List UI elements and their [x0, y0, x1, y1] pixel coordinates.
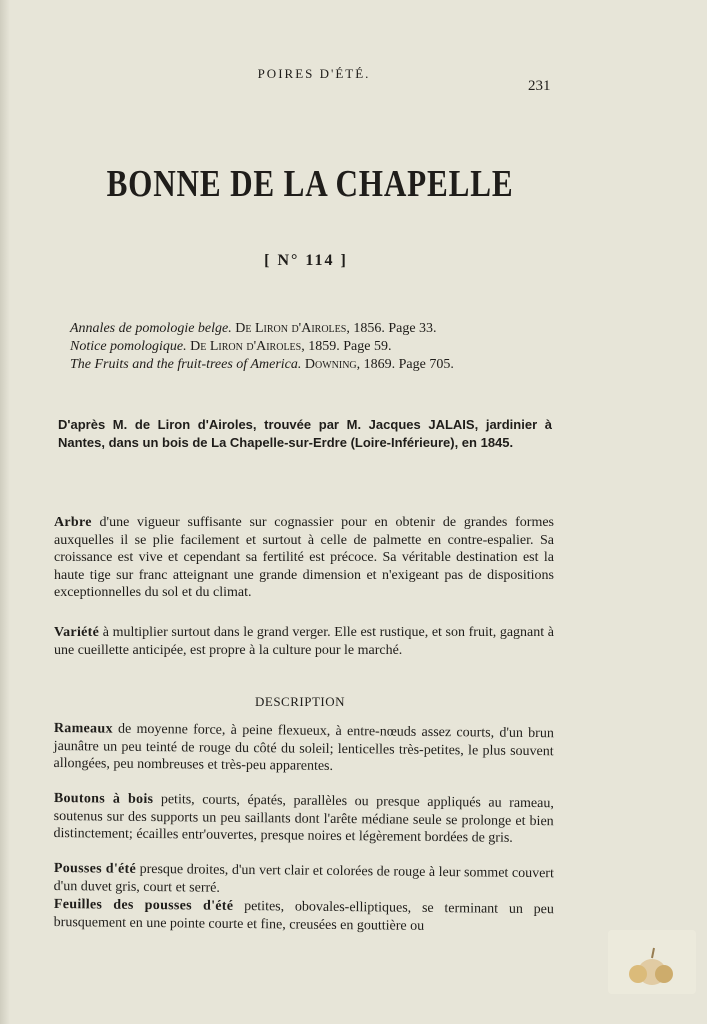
pousses-label: Pousses d'été	[53, 860, 137, 877]
page-number: 231	[528, 78, 551, 94]
reference-title: Notice pomologique.	[70, 339, 187, 354]
reference-item	[70, 320, 540, 338]
reference-title: Annales de pomologie belge.	[70, 321, 232, 336]
arbre-label: Arbre	[54, 515, 92, 530]
running-header: POIRES D'ÉTÉ.	[257, 66, 371, 81]
reference-year-page: 1859. Page 59.	[308, 339, 392, 354]
arbre-paragraph	[54, 514, 554, 602]
rameaux-text: de moyenne force, à peine flexueux, à entre-nœuds assez courts, d'un brun jaunâtre un peu teinté de rouge du côté du soleil; lenticelles très-petites, le plus souvent allongées, peu nombreuses et très-peu apparentes.	[53, 721, 554, 774]
pousses-paragraph	[54, 860, 554, 900]
pousses-text: presque droites, d'un vert clair et colorées de rouge à leur sommet couvert d'un duvet gris, court et serré.	[53, 861, 554, 896]
boutons-text: petits, courts, épatés, parallèles ou presque appliqués au rameau, soutenus sur des supports un peu saillants dont l'arête médiane seule se prolonge et bien distinctement; écailles entr'ouvertes, presque noires et légèrement bordées de gris.	[53, 792, 554, 846]
variete-label: Variété	[54, 625, 100, 640]
reference-year-page: 1856. Page 33.	[353, 321, 437, 336]
reference-author: De Liron d'Airoles,	[235, 321, 350, 336]
page-title: BONNE DE LA CHAPELLE	[106, 163, 514, 205]
reference-title: The Fruits and the fruit-trees of America.	[70, 357, 302, 372]
reference-author: De Liron d'Airoles,	[190, 339, 305, 354]
references-list	[70, 320, 540, 374]
variety-number: [ N° 114 ]	[264, 252, 348, 269]
feuilles-label: Feuilles des pousses d'été	[53, 896, 234, 914]
rameaux-paragraph	[53, 720, 554, 778]
reference-item	[70, 356, 540, 374]
reference-item	[70, 338, 540, 356]
feuilles-text: petites, obovales-elliptiques, se terminant un peu brusquement en une pointe courte et fine, creusées en gouttière ou	[53, 898, 554, 934]
variete-paragraph	[54, 624, 554, 659]
reference-year-page: 1869. Page 705.	[363, 357, 454, 372]
description-heading: DESCRIPTION	[254, 694, 345, 709]
origin-paragraph: D'après M. de Liron d'Airoles, trouvée par M. Jacques JALAIS, jardinier à Nantes, dans un bois de La Chapelle-sur-Erdre (Loire-Inférieure), en 1845.	[58, 417, 552, 450]
arbre-text: d'une vigueur suffisante sur cognassier pour en obtenir de grandes formes auxquelles il se plie facilement et surtout à celle de palmette en contre-espalier. Sa croissance est vive et cependant sa fertilité est précoce. Sa véritable destination est la haute tige sur franc atteignant une grande dimension et n'exigeant pas de dispositions exceptionnelles du sol et du climat.	[54, 515, 554, 600]
boutons-label: Boutons à bois	[53, 790, 154, 808]
page-edge-shadow	[0, 0, 10, 1024]
reference-author: Downing,	[304, 357, 361, 372]
pear-illustration-icon	[608, 930, 696, 994]
library-stamp	[608, 930, 696, 994]
variete-text: à multiplier surtout dans le grand verger. Elle est rustique, et son fruit, gagnant à une cueillette anticipée, est propre à la culture pour le marché.	[54, 625, 554, 658]
boutons-paragraph	[53, 790, 554, 848]
rameaux-label: Rameaux	[53, 720, 113, 737]
feuilles-paragraph	[54, 896, 554, 936]
